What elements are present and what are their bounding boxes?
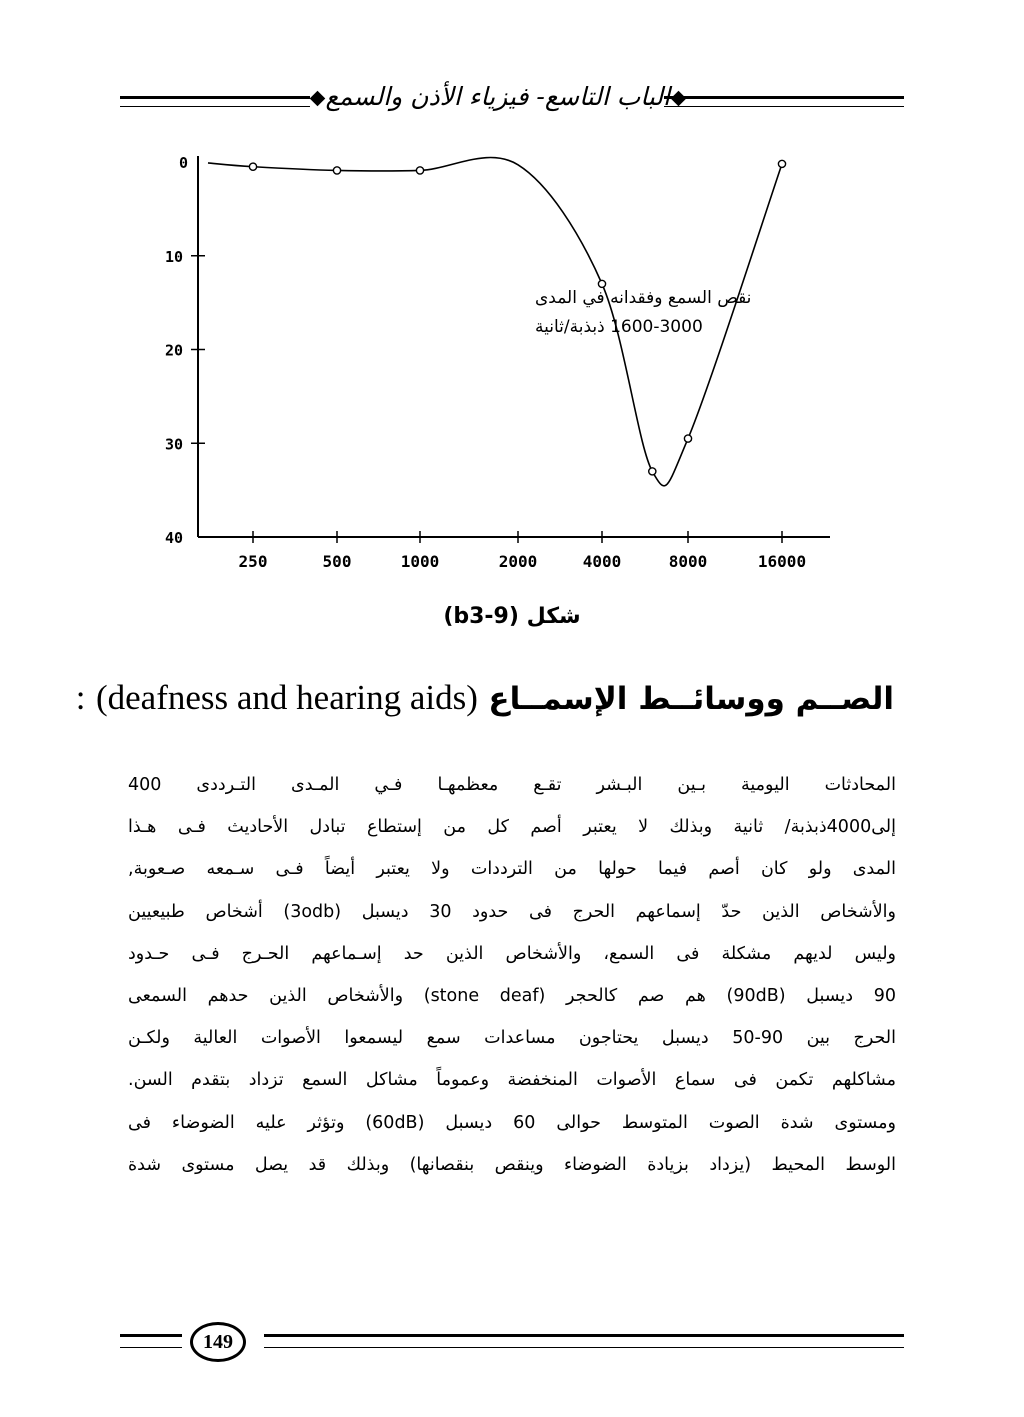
section-heading-colon: : xyxy=(75,678,86,717)
data-point xyxy=(649,468,656,475)
audiogram-chart xyxy=(140,140,840,580)
figure-caption-id: (b3-9) xyxy=(443,604,519,629)
body-line: مشاكلهم تكمن فى سماع الأصوات المنخفضة وعموماً مشاكل السمع تزداد بتقدم السن. xyxy=(128,1070,896,1091)
body-line: وليس لديهم مشكلة فى السمع، والأشخاص الذين حد إسـماعهم الحـرج فـى حـدود xyxy=(128,943,896,964)
data-point xyxy=(778,160,785,167)
x-tick-label: 4000 xyxy=(582,552,622,571)
body-line: الوسط المحيط (يزداد بزيادة الضوضاء وينقص بنقصانها) وبذلك قد يصل مستوى شدة xyxy=(128,1154,896,1175)
figure-caption xyxy=(0,604,1024,629)
chart-ticks xyxy=(165,154,806,571)
body-line: المحادثات اليومية بـين البـشر تقـع معظمهـا فـي المـدى التـرددى 400 xyxy=(128,775,896,795)
chart-annotation xyxy=(535,288,751,337)
annotation-line: 1600-3000 ذبذبة/ثانية xyxy=(535,317,703,337)
x-tick-label: 500 xyxy=(322,552,352,571)
body-line: المدى ولو كان أصم فيما حولها من الترددات ولا يعتبر أيضاً فـى سـمعه صـعوبة, xyxy=(128,859,896,880)
body-line: إلى4000ذبذبة/ ثانية وبذلك لا يعتبر أصم كل من إستطاع تبادل الأحاديث فـى هـذا xyxy=(128,817,896,838)
diamond-icon xyxy=(310,91,326,107)
body-line: الحرج بين 90-50 ديسبل يحتاجون مساعدات سمع ليسمعوا الأصوات العالية ولكـن xyxy=(128,1028,896,1049)
section-heading xyxy=(76,678,894,718)
body-line: والأشخاص الذين حدّ إسماعهم الحرج فى حدود 30 ديسبل (3odb) أشخاص طبيعيين xyxy=(128,901,896,922)
page-header xyxy=(120,80,904,120)
y-tick-label: 30 xyxy=(164,435,183,454)
y-tick-label: 10 xyxy=(164,247,183,266)
x-tick-label: 8000 xyxy=(668,552,708,571)
x-tick-label: 2000 xyxy=(498,552,538,571)
chapter-title: الباب التاسع- فيزياء الأذن والسمع xyxy=(325,82,670,111)
data-point xyxy=(416,167,423,174)
section-heading-arabic: الصــم ووسائــط الإسمــاع xyxy=(488,681,894,717)
data-point xyxy=(684,435,691,442)
chart-axes xyxy=(198,156,830,537)
data-point xyxy=(333,167,340,174)
page-number: 149 xyxy=(190,1322,246,1362)
y-tick-label: 20 xyxy=(164,341,183,360)
page-footer xyxy=(120,1322,904,1366)
x-tick-label: 1000 xyxy=(400,552,440,571)
x-tick-label: 250 xyxy=(238,552,268,571)
footer-rule-right xyxy=(264,1334,904,1348)
footer-rule-left xyxy=(120,1334,182,1348)
y-tick-label: 0 xyxy=(178,154,188,172)
x-tick-label: 16000 xyxy=(757,552,807,571)
body-line: 90 ديسبل (90dB) هم صم كالحجر (stone deaf) والأشخاص الذين حدهم السمعى xyxy=(128,986,896,1007)
annotation-line: نقص السمع وفقدانه في المدى xyxy=(535,288,752,308)
y-tick-label: 40 xyxy=(164,529,183,547)
body-paragraph xyxy=(128,764,896,1186)
data-point xyxy=(598,280,605,287)
data-point xyxy=(249,163,256,170)
header-rule-left xyxy=(120,96,310,107)
figure-caption-label: شكل xyxy=(526,604,581,629)
header-rule-right xyxy=(664,96,904,107)
section-heading-english: (deafness and hearing aids) xyxy=(95,678,478,717)
body-line: ومستوى شدة الصوت المتوسط حوالى 60 ديسبل (60dB) وتؤثر عليه الضوضاء فى xyxy=(128,1112,896,1133)
